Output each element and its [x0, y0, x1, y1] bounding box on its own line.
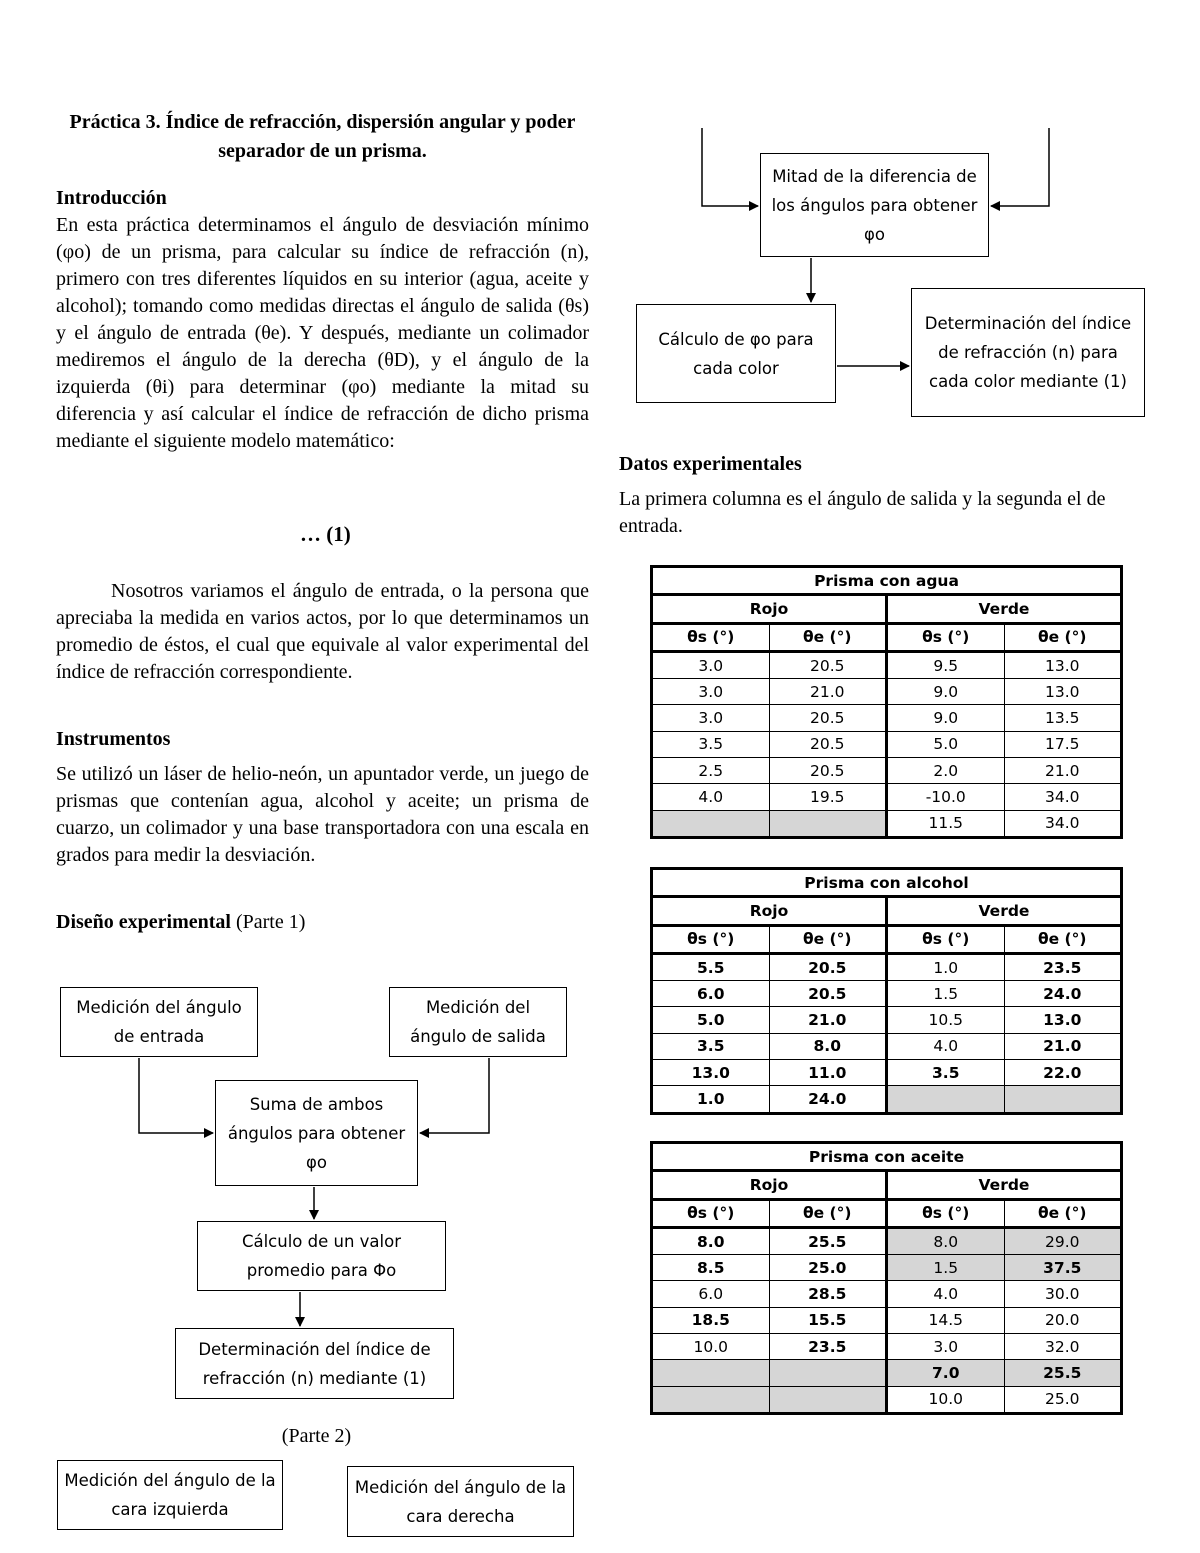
cell: 15.5: [769, 1307, 887, 1333]
cell: 23.5: [1004, 953, 1122, 980]
group-verde: Verde: [887, 595, 1122, 623]
cell: 25.5: [1004, 1360, 1122, 1386]
arrow-izquierda-mitad: [702, 128, 758, 206]
cell: 4.0: [887, 1281, 1005, 1307]
cell: 1.0: [887, 953, 1005, 980]
cell: 1.0: [652, 1086, 770, 1113]
cell-empty: [1004, 1086, 1122, 1113]
cell: 21.0: [769, 1007, 887, 1033]
instruments-text: Se utilizó un láser de helio-neón, un apuntador verde, un juego de prismas que contenían agua, alcohol y aceite; un prisma de cuarzo, un colimador y una base transportadora con una escala en grados para medir la desviación.: [56, 763, 589, 866]
cell: 8.5: [652, 1255, 770, 1281]
header-cell: θe (°): [769, 1199, 887, 1227]
arrow-derecha-mitad: [991, 128, 1049, 206]
cell: 9.0: [887, 705, 1005, 731]
group-verde: Verde: [887, 897, 1122, 925]
cell: 13.0: [1004, 1007, 1122, 1033]
cell: 2.0: [887, 758, 1005, 784]
table-row: [652, 731, 1122, 757]
cell: 4.0: [652, 784, 770, 810]
header-cell: θe (°): [1004, 925, 1122, 953]
cell: 5.0: [652, 1007, 770, 1033]
cell: 3.0: [887, 1334, 1005, 1360]
cell: 23.5: [769, 1334, 887, 1360]
box-calculo: Cálculo de φo para cada color: [636, 304, 836, 403]
group-rojo: Rojo: [652, 595, 887, 623]
cell: 30.0: [1004, 1281, 1122, 1307]
cell-empty: [769, 1386, 887, 1413]
table-row: [652, 810, 1122, 837]
cell: 3.0: [652, 705, 770, 731]
cell: 3.0: [652, 651, 770, 678]
box-suma: Suma de ambos ángulos para obtener φo: [215, 1080, 418, 1186]
cell: 25.0: [1004, 1386, 1122, 1413]
box-promedio: Cálculo de un valor promedio para Φo: [197, 1221, 446, 1291]
design-heading: Diseño experimental: [56, 911, 231, 933]
cell: 28.5: [769, 1281, 887, 1307]
cell: 21.0: [769, 679, 887, 705]
cell: 37.5: [1004, 1255, 1122, 1281]
cell: 13.0: [1004, 679, 1122, 705]
cell: 18.5: [652, 1307, 770, 1333]
datos-text: La primera columna es el ángulo de salida y la segunda el de entrada.: [619, 488, 1106, 537]
cell: 20.0: [1004, 1307, 1122, 1333]
header-cell: θe (°): [769, 925, 887, 953]
design-part1-label: (Parte 1): [235, 911, 306, 933]
table-row: [652, 651, 1122, 678]
table-row: [652, 1227, 1122, 1254]
table-aceite: [650, 1141, 1123, 1415]
box-entrada: Medición del ángulo de entrada: [60, 987, 258, 1057]
header-cell: θs (°): [887, 1199, 1005, 1227]
table-row: [652, 1255, 1122, 1281]
cell: 10.0: [887, 1386, 1005, 1413]
cell: 20.5: [769, 981, 887, 1007]
cell: 29.0: [1004, 1227, 1122, 1254]
box-indice-color: Determinación del índice de refracción (n) para cada color mediante (1): [911, 288, 1145, 417]
box-salida: Medición del ángulo de salida: [389, 987, 567, 1057]
cell-empty: [769, 810, 887, 837]
cell: 13.0: [652, 1060, 770, 1086]
header-cell: θs (°): [652, 1199, 770, 1227]
box-indice: Determinación del índice de refracción (n) mediante (1): [175, 1328, 454, 1399]
cell: 10.0: [652, 1334, 770, 1360]
header-cell: θs (°): [887, 925, 1005, 953]
table-row: [652, 953, 1122, 980]
intro-heading: Introducción: [56, 187, 167, 209]
design-part2-label: (Parte 2): [281, 1425, 352, 1447]
table-row: [652, 1386, 1122, 1413]
cell: 10.5: [887, 1007, 1005, 1033]
table-row: [652, 1281, 1122, 1307]
cell: 11.5: [887, 810, 1005, 837]
box-izquierda: Medición del ángulo de la cara izquierda: [57, 1460, 283, 1530]
cell: 24.0: [769, 1086, 887, 1113]
box-derecha: Medición del ángulo de la cara derecha: [347, 1466, 574, 1537]
cell: -10.0: [887, 784, 1005, 810]
paragraph-variation: Nosotros variamos el ángulo de entrada, o la persona que apreciaba la medida en varios actos, por lo que determinamos un promedio de éstos, el cual que equivale al valor experimental del índice de refracción correspondiente.: [56, 580, 589, 683]
header-cell: θs (°): [652, 925, 770, 953]
cell: 21.0: [1004, 758, 1122, 784]
header-cell: θs (°): [887, 623, 1005, 651]
table-agua: [650, 565, 1123, 839]
cell: 7.0: [887, 1360, 1005, 1386]
table-row: [652, 1334, 1122, 1360]
cell: 13.5: [1004, 705, 1122, 731]
table-row: [652, 679, 1122, 705]
cell: 2.5: [652, 758, 770, 784]
table-row: [652, 1007, 1122, 1033]
cell: 8.0: [652, 1227, 770, 1254]
instruments-heading: Instrumentos: [56, 728, 171, 750]
cell: 19.5: [769, 784, 887, 810]
cell: 6.0: [652, 1281, 770, 1307]
cell: 3.5: [887, 1060, 1005, 1086]
cell: 17.5: [1004, 731, 1122, 757]
table-row: [652, 1086, 1122, 1113]
box-mitad: Mitad de la diferencia de los ángulos para obtener φo: [760, 153, 989, 257]
cell: 3.5: [652, 1033, 770, 1059]
cell: 21.0: [1004, 1033, 1122, 1059]
design-heading-line: [56, 911, 305, 934]
cell-empty: [652, 1386, 770, 1413]
table-row: [652, 1060, 1122, 1086]
header-cell: θs (°): [652, 623, 770, 651]
equation-label: … (1): [300, 522, 351, 546]
page-title: Práctica 3. Índice de refracción, dispersión angular y poder separador de un prisma.: [69, 111, 576, 162]
table-row: [652, 1360, 1122, 1386]
arrow-entrada-suma: [139, 1058, 213, 1133]
cell: 20.5: [769, 651, 887, 678]
group-rojo: Rojo: [652, 897, 887, 925]
cell: 1.5: [887, 981, 1005, 1007]
cell: 20.5: [769, 758, 887, 784]
cell: 20.5: [769, 731, 887, 757]
cell: 24.0: [1004, 981, 1122, 1007]
cell: 8.0: [769, 1033, 887, 1059]
cell: 5.0: [887, 731, 1005, 757]
cell: 3.5: [652, 731, 770, 757]
cell: 3.0: [652, 679, 770, 705]
cell: 9.0: [887, 679, 1005, 705]
cell: 25.5: [769, 1227, 887, 1254]
cell: 20.5: [769, 705, 887, 731]
header-cell: θe (°): [1004, 623, 1122, 651]
intro-text: En esta práctica determinamos el ángulo de desviación mínimo (φo) de un prisma, para calcular su índice de refracción (n), primero con tres diferentes líquidos en su interior (agua, aceite y alcohol); tomando como medidas directas el ángulo de salida (θs) y el ángulo de entrada (θe). Y después, mediante un colimador mediremos el ángulo de la derecha (θD), y el ángulo de la izquierda (θi) para determinar (φo) mediante la mitad su diferencia y así calcular el índice de refracción de dicho prisma mediante el siguiente modelo matemático:: [56, 214, 589, 452]
table-row: [652, 705, 1122, 731]
cell-empty: [769, 1360, 887, 1386]
cell: 1.5: [887, 1255, 1005, 1281]
cell: 34.0: [1004, 784, 1122, 810]
header-cell: θe (°): [769, 623, 887, 651]
table-row: [652, 784, 1122, 810]
header-cell: θe (°): [1004, 1199, 1122, 1227]
cell: 32.0: [1004, 1334, 1122, 1360]
group-rojo: Rojo: [652, 1171, 887, 1199]
cell: 4.0: [887, 1033, 1005, 1059]
cell: 13.0: [1004, 651, 1122, 678]
cell: 34.0: [1004, 810, 1122, 837]
cell: 6.0: [652, 981, 770, 1007]
cell-empty: [652, 1360, 770, 1386]
table-row: [652, 1307, 1122, 1333]
arrow-salida-suma: [420, 1058, 489, 1133]
table-title: Prisma con agua: [652, 567, 1122, 595]
table-title: Prisma con alcohol: [652, 869, 1122, 897]
cell-empty: [887, 1086, 1005, 1113]
table-row: [652, 981, 1122, 1007]
cell: 8.0: [887, 1227, 1005, 1254]
table-row: [652, 758, 1122, 784]
cell: 22.0: [1004, 1060, 1122, 1086]
cell: 20.5: [769, 953, 887, 980]
table-row: [652, 1033, 1122, 1059]
table-title: Prisma con aceite: [652, 1143, 1122, 1171]
cell: 25.0: [769, 1255, 887, 1281]
table-alcohol: [650, 867, 1123, 1115]
group-verde: Verde: [887, 1171, 1122, 1199]
cell-empty: [652, 810, 770, 837]
datos-heading: Datos experimentales: [619, 453, 802, 475]
cell: 9.5: [887, 651, 1005, 678]
cell: 14.5: [887, 1307, 1005, 1333]
cell: 5.5: [652, 953, 770, 980]
cell: 11.0: [769, 1060, 887, 1086]
